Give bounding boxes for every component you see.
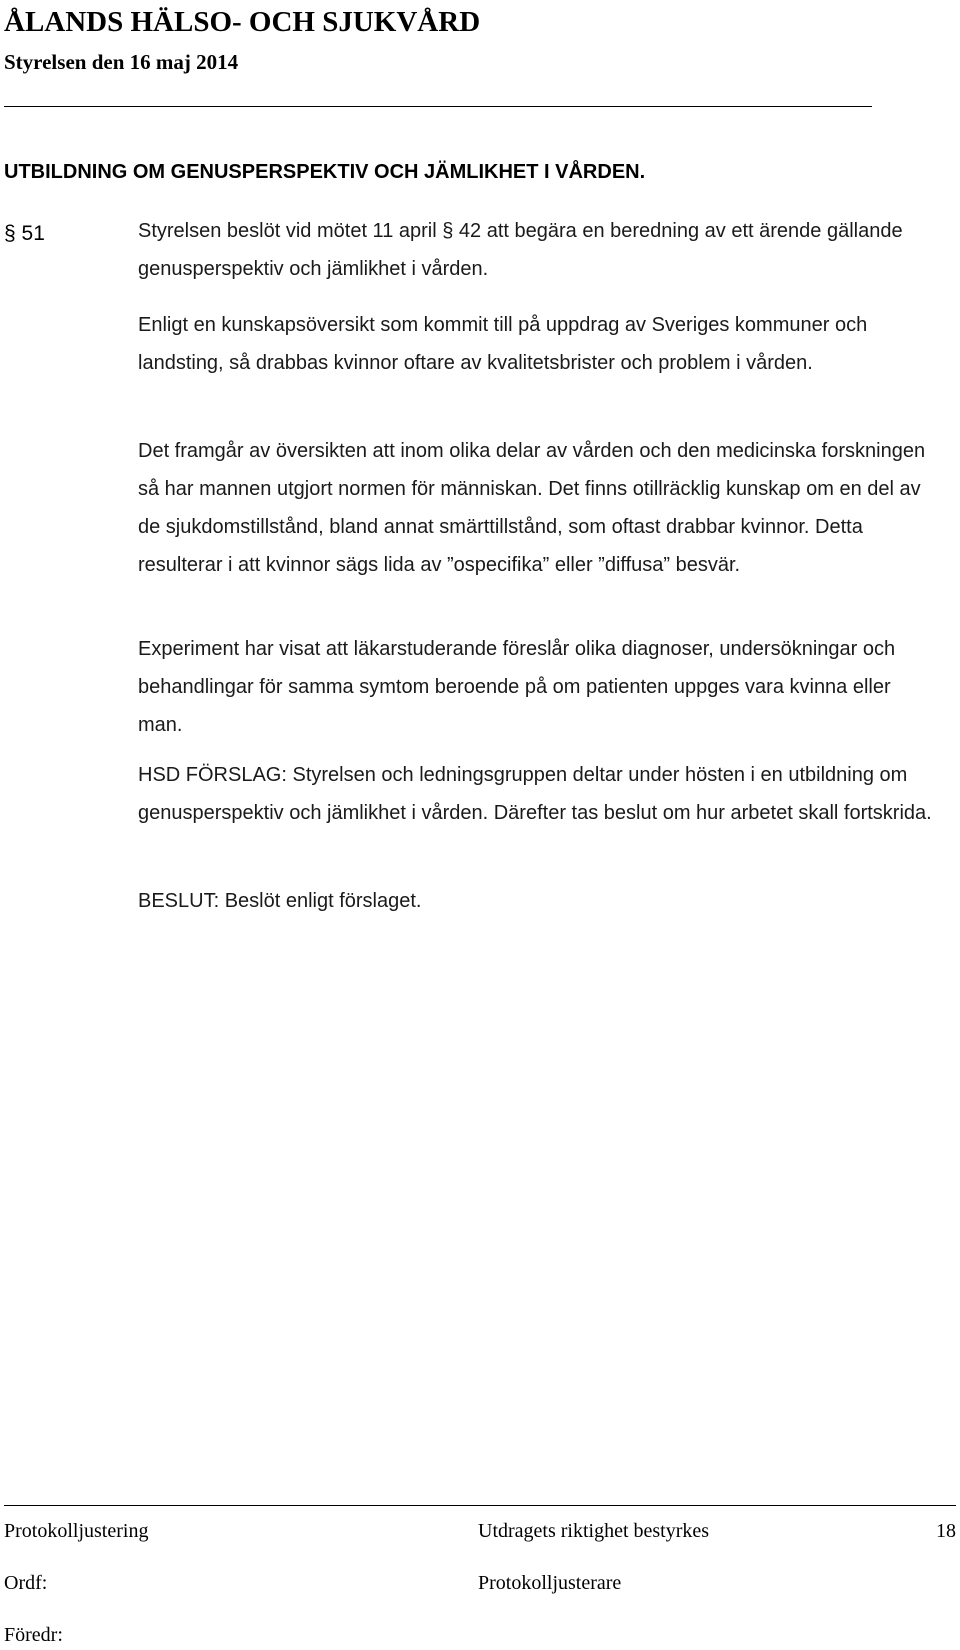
footer-foredr: Föredr: [4, 1624, 63, 1646]
agenda-item-heading: UTBILDNING OM GENUSPERSPEKTIV OCH JÄMLIKHET I VÅRDEN. [4, 161, 646, 183]
paragraph-text: Enligt en kunskapsöversikt som kommit till på uppdrag av Sveriges kommuner och landsting, så drabbas kvinnor oftare av kvalitetsbrister och problem i vården. [138, 314, 868, 374]
footer-protokolljusterare: Protokolljusterare [478, 1572, 622, 1594]
paragraph-text: Styrelsen beslöt vid mötet 11 april § 42 att begära en beredning av ett ärende gällande genusperspektiv och jämlikhet i vården. [138, 220, 903, 280]
paragraph-text: Det framgår av översikten att inom olika delar av vården och den medicinska forskningen så har mannen utgjort normen för människan. Det finns otillräcklig kunskap om en del av de sjukdomstillstånd, bland annat smärttillstånd, som oftast drabbar kvinnor. Detta resulterar i att kvinnor sägs lida av ”ospecifika” eller ”diffusa” besvär. [138, 440, 926, 576]
body-paragraph-3 [138, 432, 934, 584]
page-number: 18 [936, 1520, 956, 1542]
paragraph-number: § 51 [4, 222, 45, 245]
paragraph-text: Experiment har visat att läkarstuderande föreslår olika diagnoser, undersökningar och behandlingar för samma symtom beroende på om patienten uppges vara kvinna eller man. [138, 638, 896, 736]
header-divider [4, 106, 872, 107]
meeting-date: Styrelsen den 16 maj 2014 [4, 50, 239, 74]
footer-divider [4, 1505, 956, 1506]
proposal-paragraph [138, 756, 934, 832]
body-paragraph-4 [138, 630, 934, 744]
body-paragraph-2 [138, 306, 934, 382]
footer-ordf: Ordf: [4, 1572, 48, 1594]
paragraph-text: HSD FÖRSLAG: Styrelsen och ledningsgruppen deltar under hösten i en utbildning om genusperspektiv och jämlikhet i vården. Därefter tas beslut om hur arbetet skall fortskrida. [138, 764, 932, 824]
decision-paragraph [138, 882, 934, 920]
body-paragraph-1 [138, 212, 934, 288]
organization-title: ÅLANDS HÄLSO- OCH SJUKVÅRD [4, 6, 481, 38]
paragraph-text: BESLUT: Beslöt enligt förslaget. [138, 890, 422, 912]
footer-utdrag: Utdragets riktighet bestyrkes [478, 1520, 710, 1542]
footer-protokolljustering: Protokolljustering [4, 1520, 149, 1542]
